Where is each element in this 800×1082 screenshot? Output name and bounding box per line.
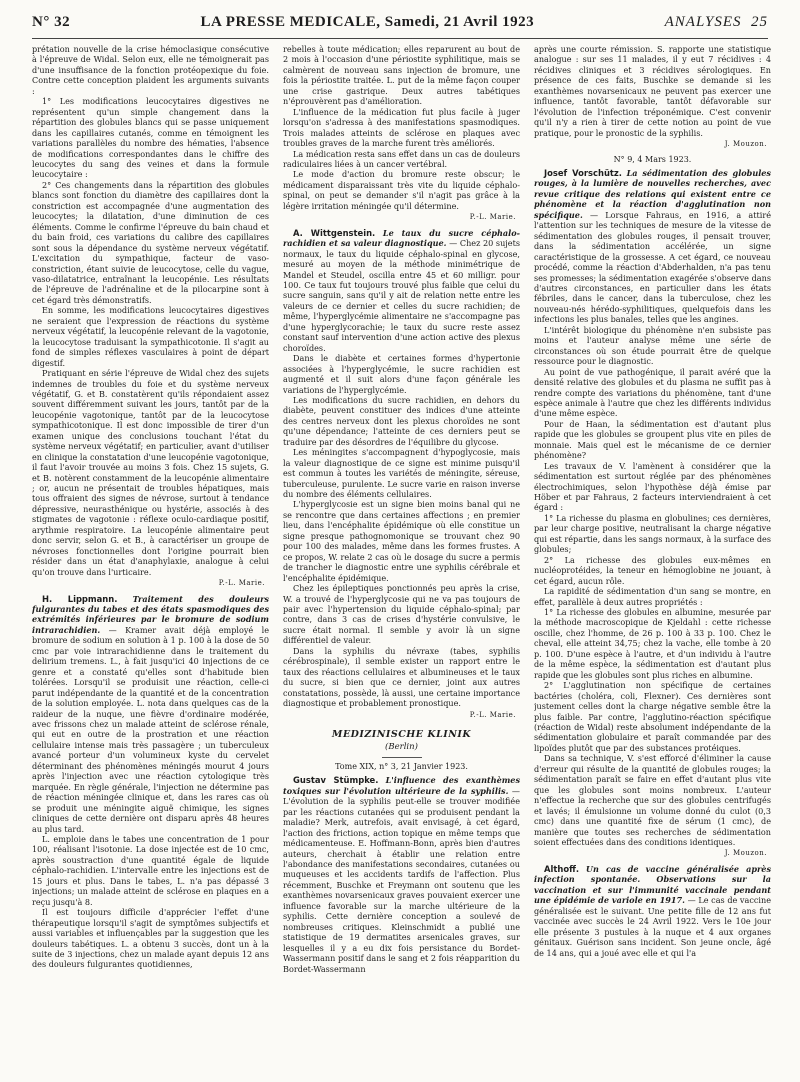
paragraph: rebelles à toute médication; elles reparurent au bout de 2 mois à l'occasion d'une périostite syphilitique, mais se calmèrent de nouveau sans injection de bromure, une fois la périostite traitée. L. put de la même façon couper une crise gastrique. Deux autres tabétiques n'éprouvèrent pas d'amélioration. <box>283 44 520 107</box>
paragraph: Les méningites s'accompagnent d'hypoglycosie, mais la valeur diagnostique de ce signe est minime puisqu'il est commun à toutes les variétés de méningite, séreuse, tuberculeuse, purulente. Le sucre varie en raison inverse du nombre des éléments cellulaires. <box>283 447 520 500</box>
header-rule <box>32 38 768 39</box>
section-and-page <box>665 14 768 31</box>
paragraph: Dans le diabète et certaines formes d'hypertonie associées à l'hyperglycémie, le sucre rachidien est augmenté et il suit alors d'une façon générale les variations de l'hyperglycémie. <box>283 353 520 395</box>
paragraph: L'intérêt biologique du phénomène n'en subsiste pas moins et l'auteur analyse même une série de circonstances où son étude pourrait être de quelque ressource pour le diagnostic. <box>534 324 771 367</box>
article-body: — Kramer avait déjà employé le bromure de sodium en solution à 1 p. 100 à la dose de 50 cmc par voie intrarachidienne dans le traitement du delirium tremens. L., à fait jusqu'ici 40 injections de ce genre et a constaté qu'elles sont d'habitude bien tolérées. Lorsqu'il se produisit une réaction, celle-ci parut indépendante de la quantité et de la concentration de la solution employée. L. nota dans quelques cas de la raideur de la nuque, une fièvre d'ordinaire modérée, avec frissons chez un malade atteint de sclérose rénale, qui eut en outre de la prostration et une réaction cellulaire intense mais très passagère ; un tuberculeux avancé porteur d'un volumineux kyste du cervelet déterminant des phénomènes méningés mourut 4 jours après l'injection avec une réaction cytologique très marquée. En règle générale, l'injection ne détermine pas de réaction méningée clinique et, dans les rares cas où se produit une méningite aiguë chimique, les signes cliniques de cette dernière ont disparu après 48 heures au plus tard. <box>32 624 269 834</box>
paragraph: après une courte rémission. S. rapporte une statistique analogue : sur ses 11 malades, il y eut 7 récidives : 4 récidives cliniques et 3 récidives sérologiques. En présence de ces faits, Buschke se demande si les exanthèmes novarsenicaux ne peuvent pas exercer une influence, tantôt favorable, tantôt défavorable sur l'évolution de l'infection tréponémique. C'est convenir qu'il n'y a rien à tirer de cette notion au point de vue pratique, pour le pronostic de la syphilis. <box>534 44 771 138</box>
signature: J. Mouzon. <box>724 849 767 858</box>
signature: J. Mouzon. <box>724 140 767 149</box>
paragraph: L. emploie dans le tabes une concentration de 1 pour 100, réalisant l'isotonie. La dose injectée est de 10 cmc, après soustraction d'une quantité égale de liquide céphalo-rachidien. L'intervalle entre les injections est de 15 jours et plus. Dans le tabes, L. n'a pas dépassé 3 injections; un malade atteint de sclérose en plaques en a reçu jusqu'à 8. <box>32 833 269 907</box>
paragraph: 2° La richesse des globules eux-mêmes en nucléoprotéides, la teneur en hémoglobine ne jouant, à cet égard, aucun rôle. <box>534 554 771 586</box>
article-title: L'influence des exanthèmes toxiques sur l'évolution ultérieure de la syphilis. <box>283 775 520 796</box>
journal-issue: Tome XIX, n° 3, 21 Janvier 1923. <box>335 761 468 771</box>
column-2 <box>283 44 520 1076</box>
paragraph: 2° Ces changements dans la répartition des globules blancs sont fonction du diamètre des capillaires dont la constriction est accompagnée d'une augmentation des leucocytes; la dilatation, d'une diminution de ces éléments. Comme le confirme l'épreuve du bain chaud et du bain froid, ces variations du calibre des capillaires sont sous la dépendance du système nerveux végétatif. L'excitation du sympathique, facteur de vaso-constriction, étant suivie de leucocytose, celle du vague, vaso-dilatatrice, entraînant la leucopénie. Les résultats de l'épreuve de l'adrénaline et de la pilocarpine sont à cet égard très démonstratifs. <box>32 179 269 305</box>
text-columns <box>32 44 772 1076</box>
column-1 <box>32 44 269 1076</box>
paragraph: prétation nouvelle de la crise hémoclasique consécutive à l'épreuve de Widal. Selon eux, elle ne témoignerait pas d'une insuffisance de la fonction protéopexique du foie. Contre cette conception plaident les arguments suivants : <box>32 44 269 96</box>
signature: P.-L. Marie. <box>469 710 516 719</box>
article-heading <box>283 775 520 974</box>
paragraph: La médication resta sans effet dans un cas de douleurs radiculaires liées à un cancer vertébral. <box>283 148 520 169</box>
paragraph: 1° La richesse des globules en albumine, mesurée par la méthode macroscopique de Kjeldahl : cette richesse oscille, chez l'homme, de 26 p. 100 à 33 p. 100. Chez le cheval, elle atteint 34,75; chez la vache, elle tombe à 20 p. 100. D'une espèce à l'autre, et d'un individu à l'autre de la même espèce, la sédimentation est d'autant plus rapide que les globules sont plus riches en albumine. <box>534 607 771 680</box>
signature: P.-L. Marie. <box>469 213 516 222</box>
article-title: Le taux du sucre céphalo-rachidien et sa valeur diagnostique. <box>283 227 520 249</box>
article-heading <box>534 864 771 958</box>
article-body: — Chez 20 sujets normaux, le taux du liquide céphalo-spinal en glycose, mesuré au moyen de la méthode minimétrique de Mandel et Steudel, oscilla entre 45 et 60 milligr. pour 100. Ce taux fut toujours trouvé plus faible que celui du sucre sanguin, sans qu'il y ait de relation nette entre les valeurs de ce dernier et celles du sucre rachidien; de même, l'hyperglycémie alimentaire ne s'accompagne pas d'une hyperglycorachie; le taux du sucre reste assez constant sauf intervention d'une action active des plexus choroïdes. <box>283 238 520 353</box>
paragraph: Au point de vue pathogénique, il parait avéré que la densité relative des globules et du plasma ne suffit pas à rendre compte des variations du phénomène, tant d'une espèce animale à l'autre que chez les différents individus d'une même espèce. <box>534 366 771 419</box>
article-title: Un cas de vaccine généralisée après infection spontanée. Observations sur la vaccination et sur l'immunité vaccinale pendant une épidémie de variole en 1917. <box>534 863 771 906</box>
column-3 <box>534 44 771 1076</box>
paragraph: Il est toujours difficile d'apprécier l'effet d'une thérapeutique lorsqu'il s'agit de symptômes subjectifs et aussi variables et influençables par la suggestion que les douleurs tabétiques. L. a obtenu 3 succès, dont un à la suite de 3 injections, chez un malade ayant depuis 12 ans des douleurs fulgurantes quotidiennes, <box>32 907 269 970</box>
signature: P.-L. Marie. <box>218 579 265 588</box>
article-heading <box>283 228 520 353</box>
paragraph: 1° La richesse du plasma en globulines; ces dernières, par leur charge positive, neutralisant la charge négative qui est répartie, dans les sangs normaux, à la surface des globules; <box>534 512 771 555</box>
paragraph: Le mode d'action du bromure reste obscur; le médicament disparaissant très vite du liquide céphalo-spinal, on peut se demander s'il n'agit pas grâce à la légère irritation méningée qu'il détermine. <box>283 169 520 211</box>
journal-title: LA PRESSE MEDICALE, Samedi, 21 Avril 1923 <box>200 14 535 30</box>
paragraph: L'influence de la médication fut plus facile à juger lorsqu'on s'adressa à des manifestations spasmodiques. Trois malades atteints de sclérose en plaques avec troubles graves de la marche furent très améliorés. <box>283 106 520 149</box>
paragraph: Les travaux de V. l'amènent à considérer que la sédimentation est surtout réglée par des phénomènes électrochimiques, selon l'hypothèse déjà émise par Höber et par Fahraus, 2 facteurs interviendraient à cet égard : <box>534 460 771 513</box>
page-header <box>32 14 768 36</box>
paragraph: Les modifications du sucre rachidien, en dehors du diabète, peuvent constituer des indices d'une atteinte des centres nerveux dont les plexus choroïdes ne sont qu'une dépendance; l'atteinte de ces derniers peut se traduire par des désordres de l'équilibre du glycose. <box>283 394 520 447</box>
paragraph: Chez les épileptiques ponctionnés peu après la crise, W. a trouvé de l'hyperglycosie qui ne va pas toujours de pair avec l'hypertension du liquide céphalo-spinal; par contre, dans 3 cas de crises d'hystérie convulsive, le sucre était normal. Il semble y avoir là un signe différentiel de valeur. <box>283 583 520 646</box>
section-name: ANALYSES <box>664 14 742 30</box>
article-body: — L'évolution de la syphilis peut-elle se trouver modifiée par les réactions cutanées qui se produisent pendant la maladie? Merk, autrefois, avait envisagé, à cet égard, l'action des frictions, action topique en même temps que médicamenteuse. E. Hoffmann-Bonn, après bien d'autres auteurs, cherchait à établir une relation entre l'abondance des manifestations secondaires, cutanées ou muqueuses et les accidents tardifs de l'affection. Plus récemment, Buschke et Freymann ont soutenu que les exanthèmes novarsenicaux graves pouvaient exercer une influence favorable sur la marche ultérieure de la syphilis. Cette dernière conception a soulevé de nombreuses critiques. Kleinschmidt a publié une statistique de 19 dermatites arsenicales graves, sur lesquelles il y a eu dix fois persistance du Bordet-Wassermann positif dans le sang et 2 fois réapparition du Bordet-Wassermann <box>283 785 520 974</box>
paragraph: 1° Les modifications leucocytaires digestives ne représentent qu'un simple changement dans la répartition des globules blancs qui se passe uniquement dans les capillaires cutanés, comme en témoignent les variations parallèles du nombre des hématies, l'absence de modifications correspondantes dans le chiffre des leucocytes du sang des veines et dans la formule leucocytaire : <box>32 96 269 180</box>
article-author: A. Wittgenstein. <box>293 227 376 238</box>
paragraph: Pratiquant en série l'épreuve de Widal chez des sujets indemnes de troubles du foie et du système nerveux végétatif, G. et B. constatèrent qu'ils répondaient assez souvent différemment suivant les jours, tantôt par de la leucopénie vagotonique, tantôt par de la leucocytose sympathicotonique. Il est donc impossible de tirer d'un examen unique des conclusions touchant l'état du système nerveux végétatif; en particulier, avant d'utiliser en clinique la constatation d'une leucopénie vagotonique, il faut l'avoir trouvée au moins 3 fois. Chez 15 sujets, G. et B. notèrent constamment de la leucopénie alimentaire ; or, aucun ne présentait de troubles hépatiques, mais tous offraient des signes de névrose, surtout à tendance dépressive, neurasthénique ou hystérie, associés à des stigmates de vagotonie : réflexe oculo-cardiaque positif, arythmie respiratoire. La leucopénie alimentaire peut donc servir, selon G. et B., à caractériser un groupe de névroses fonctionnelles dont l'origine pourrait bien résider dans un état d'anaphylaxie, analogue à celui qu'on trouve dans l'urticaire. <box>32 368 269 577</box>
paragraph: Dans sa technique, V. s'est efforcé d'éliminer la cause d'erreur qui résulte de la quantité de globules rouges; la sédimentation paraît se faire en effet d'autant plus vite que les globules sont moins nombreux. L'auteur n'effectue la recherche que sur des globules centrifugés et lavés; il émulsionne un volume donné du culot (0,3 cmc) dans une quantité fixe de sérum (1 cmc), de manière que toutes ses recherches de sédimentation soient effectuées dans des conditions identiques. <box>534 753 771 847</box>
issue-number: N° 32 <box>32 14 71 30</box>
article-title: Traitement des douleurs fulgurantes du tabes et des états spasmodiques des extrémités inférieures par le bromure de sodium intrarachidien. <box>32 593 269 635</box>
paragraph: La rapidité de sédimentation d'un sang se montre, en effet, parallèle à deux autres propriétés : <box>534 586 771 607</box>
section-divider <box>382 757 422 758</box>
article-author: Gustav Stümpke. <box>293 775 379 786</box>
journal-section-title: MEDIZINISCHE KLINIK <box>331 729 472 740</box>
paragraph: Dans la syphilis du névraxe (tabes, syphilis cérébrospinale), il semble exister un rapport entre le taux des réactions cellulaires et albumineuses et le taux du sucre, si bien que ce dernier, joint aux autres constatations, possède, là aussi, une certaine importance diagnostique et probablement pronostique. <box>283 645 520 709</box>
article-heading <box>32 594 269 834</box>
paragraph: En somme, les modifications leucocytaires digestives ne seraient que l'expression de réactions du système nerveux végétatif, la leucopénie relevant de la vagotonie, la leucocytose traduisant la sympathicotonie. Il s'agit au fond de simples réflexes vasculaires à point de départ digestif. <box>32 305 269 368</box>
article-author: Althoff. <box>544 863 580 874</box>
page-number: 25 <box>751 14 768 30</box>
article-heading <box>534 168 771 325</box>
article-author: H. Lippmann. <box>42 593 118 604</box>
article-body: — Lorsque Fahraus, en 1916, a attiré l'attention sur les techniques de mesure de la vitesse de sédimentation des globules rouges, il pensait trouver, dans la sédimentation accélérée, un signe caractéristique de la grossesse. A cet égard, ce nouveau procédé, comme la réaction d'Abderhalden, n'a pas tenu ses promesses; la sédimentation exagérée s'observe dans d'autres circonstances, en particulier dans les états fébriles, dans le cancer, dans la tuberculose, chez les nouveau-nés hérédo-syphilitiques, quelquefois dans les infections les plus banales, telles que les angines. <box>534 209 771 325</box>
journal-issue: N° 9, 4 Mars 1923. <box>613 154 692 164</box>
article-body: — Le cas de vaccine généralisée est le suivant. Une petite fille de 12 ans fut vaccinée avec succès le 24 Avril 1922. Vers le 10e jour elle présente 3 pustules à la nuque et 4 aux organes génitaux. Guérison sans incident. Son jeune oncle, âgé de 14 ans, qui a joué avec elle et qui l'a <box>534 895 771 958</box>
paragraph: 2° L'agglutination non spécifique de certaines bactéries (choléra, coli, Flexner). Ces dernières sont justement celles dont la charge négative semble être la plus faible. Par contre, l'agglutino-réaction spécifique (réaction de Widal) reste absolument indépendante de la sédimentation globulaire et paraît commandée par des lipoïdes plutôt que par des substances protéiques. <box>534 680 771 753</box>
paragraph: L'hyperglycosie est un signe bien moins banal qui ne se rencontre que dans certaines affections ; en premier lieu, dans l'encéphalite épidémique où elle constitue un signe presque pathognomonique se trouvant chez 90 pour 100 des malades, même dans les formes frustes. A ce propos, W. relate 2 cas où le dosage du sucre a permis de trancher le diagnostic entre une syphilis cérébrale et l'encéphalite épidémique. <box>283 499 520 583</box>
journal-section-city: (Berlin) <box>385 742 418 753</box>
article-title: La sédimentation des globules rouges, à la lumière de nouvelles recherches, avec revue critique des relations qui existent entre ce phénomène et la réaction d'agglutination non spécifique. <box>534 167 771 220</box>
article-author: Josef Vorschütz. <box>544 167 622 178</box>
paragraph: Pour de Haan, la sédimentation est d'autant plus rapide que les globules se groupent plus vite en piles de monnaie. Mais quel est le mécanisme de ce dernier phénomène? <box>534 418 771 461</box>
